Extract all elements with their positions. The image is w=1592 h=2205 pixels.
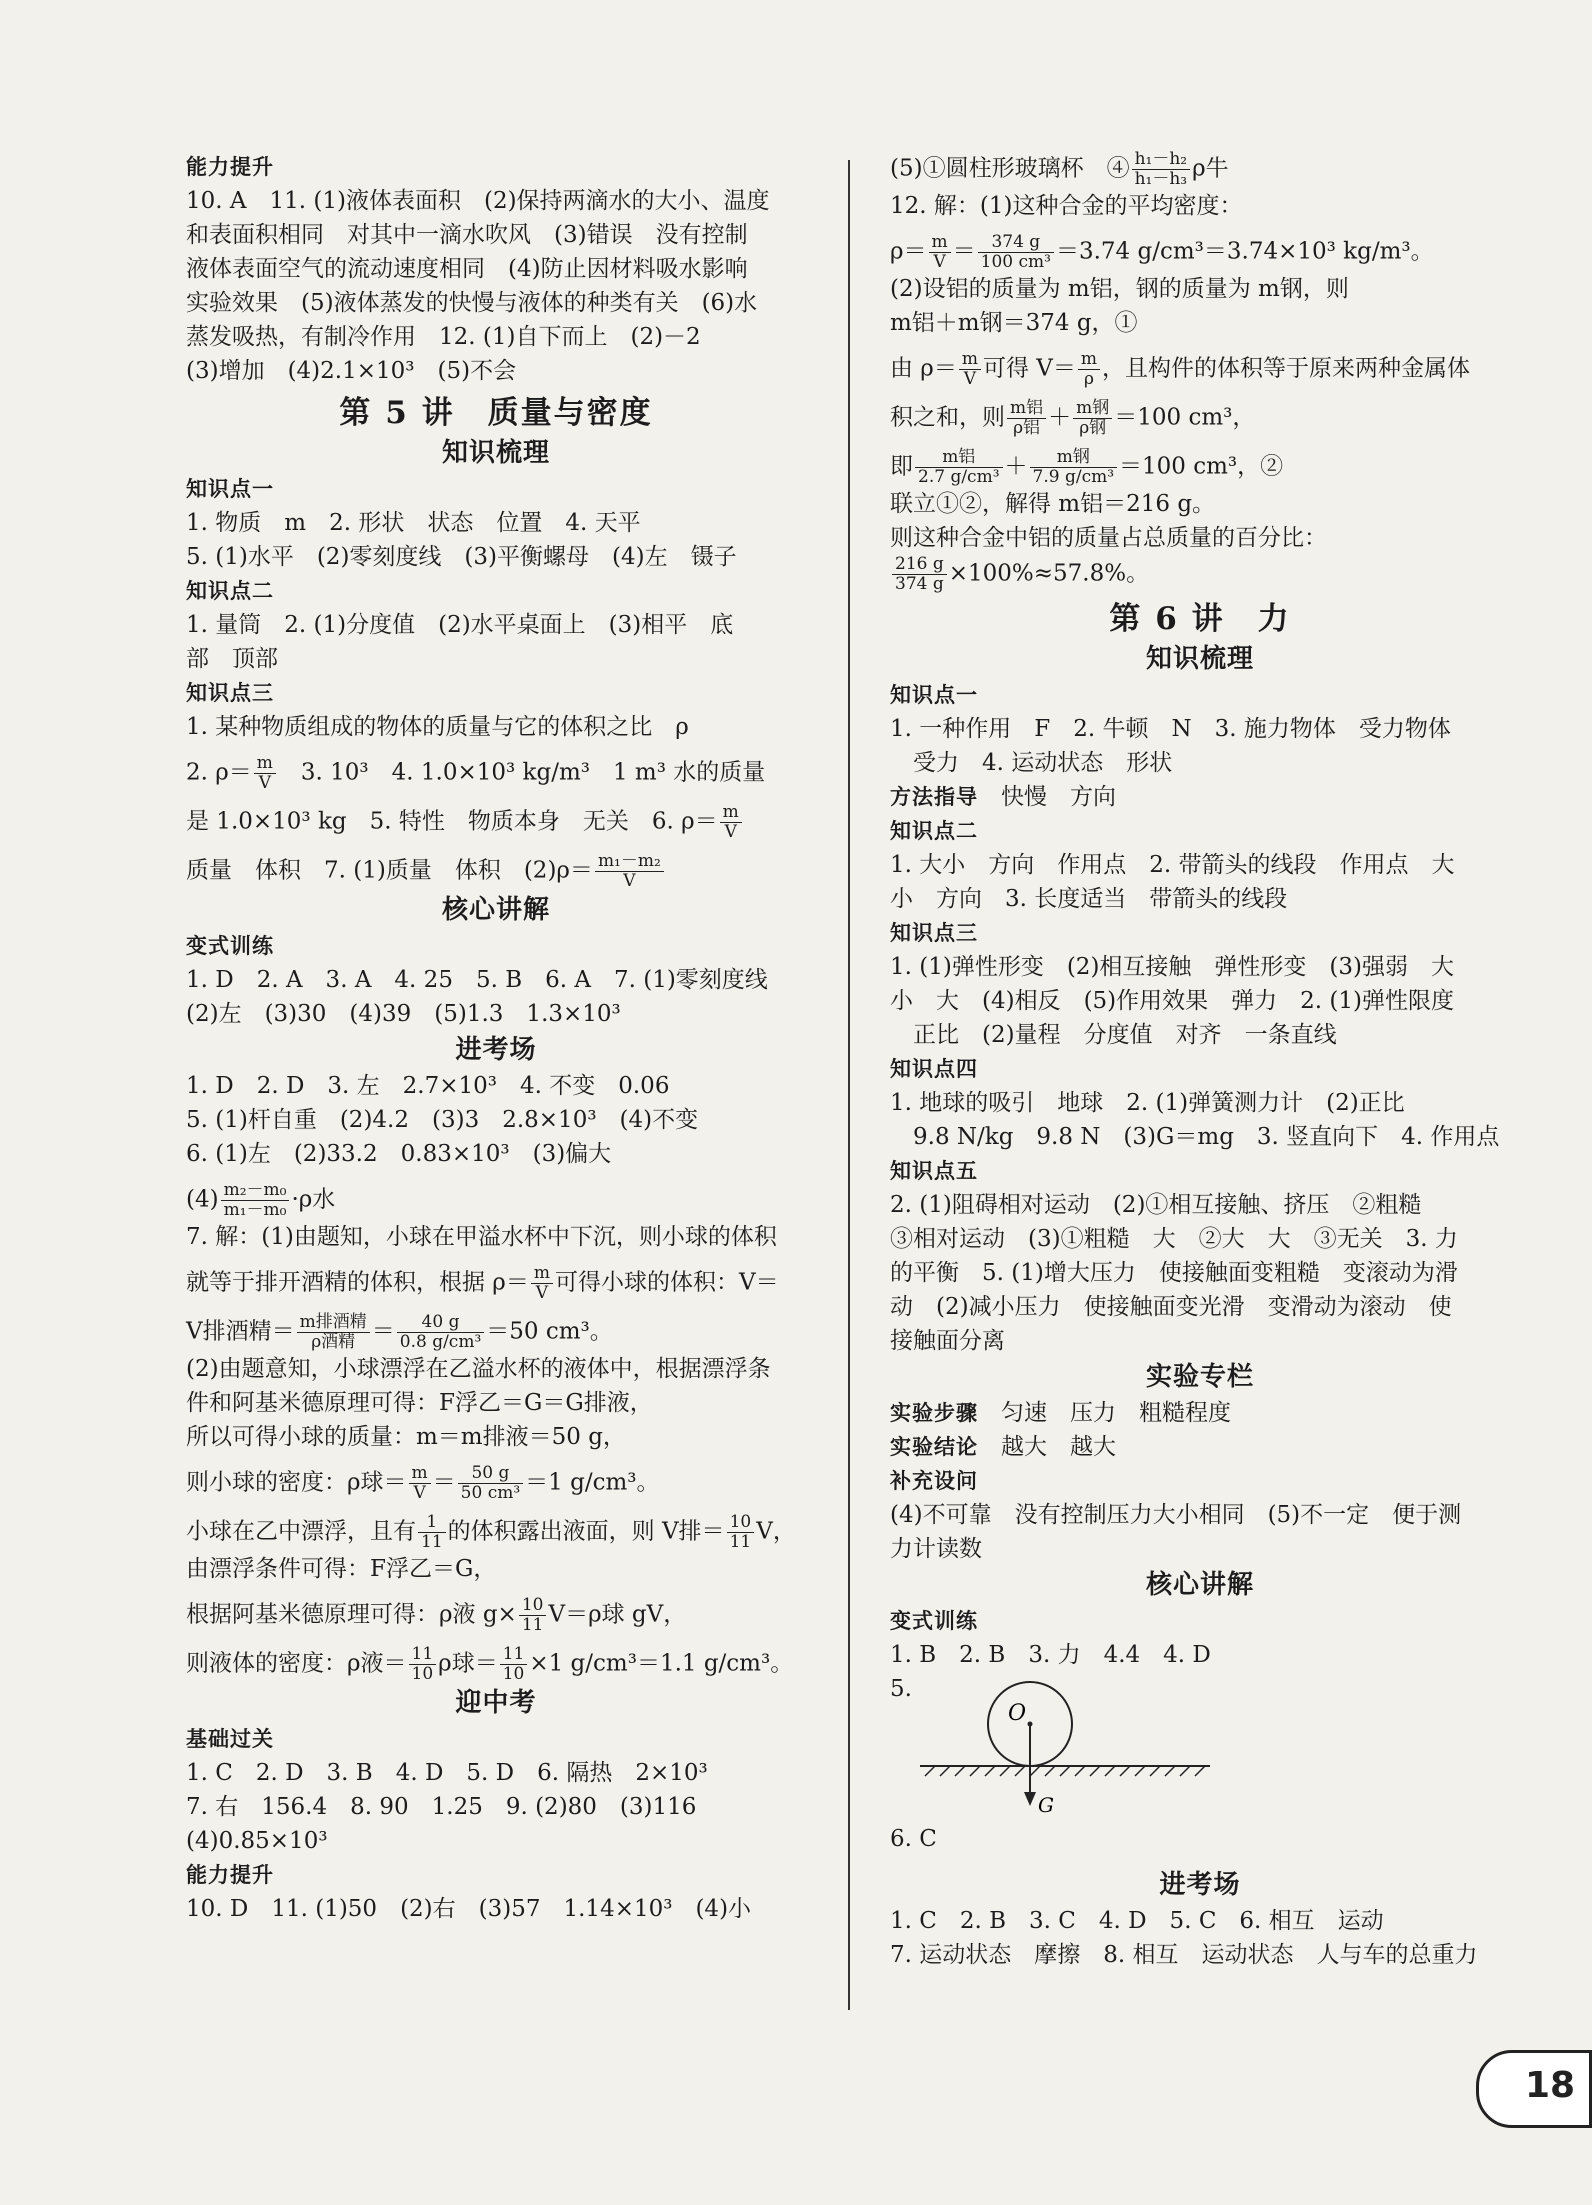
text-segment: (4) [186,1186,219,1213]
fraction [409,1464,431,1503]
answer-line: 7. 运动状态 摩擦 8. 相互 运动状态 人与车的总重力 [890,1942,1478,1968]
answer-line [890,1430,1510,1464]
answer-line: m铝＋m钢＝374 g，① [890,310,1138,336]
section-heading: 知识点五 [890,1159,978,1183]
answer-line: 6. (1)左 (2)33.2 0.83×10³ (3)偏大 [186,1141,612,1167]
numerator: m钢 [1030,448,1118,468]
answer-line: 的平衡 5. (1)增大压力 使接触面变粗糙 变滚动为滑 [890,1260,1458,1286]
answer-line [186,1264,806,1303]
answer-line: 1. C 2. D 3. B 4. D 5. D 6. 隔热 2×10³ [186,1760,708,1786]
numerator: m钢 [1073,399,1112,419]
answer-line [186,852,806,891]
ball-on-ground-diagram [920,1672,1340,1822]
text-segment: 是 1.0×10³ kg 5. 特性 物质本身 无关 6. ρ＝ [186,808,718,835]
answer-line [890,1396,1510,1430]
denominator: V [535,1283,549,1303]
denominator: 50 cm³ [460,1483,521,1503]
answer-line: 小 大 (4)相反 (5)作用效果 弹力 2. (1)弹性限度 [890,988,1454,1014]
text-segment: 即 [890,453,913,480]
answer-line: 力计读数 [890,1536,982,1562]
answer-line: 件和阿基米德原理可得：F浮乙＝G＝G排液， [186,1390,653,1416]
text-segment: (5)①圆柱形玻璃杯 ④ [890,155,1130,182]
answer-line: 部 顶部 [186,646,278,672]
section-heading: 知识点三 [890,921,978,945]
subsection-title: 进考场 [1159,1870,1241,1900]
text-segment: ＝100 cm³， [1114,404,1256,431]
numerator: 11 [409,1645,437,1665]
answer-line: 2. (1)阻碍相对运动 (2)①相互接触、挤压 ②粗糙 [890,1192,1422,1218]
left-column [186,150,806,1926]
denominator: V [413,1483,426,1503]
answer-line: 6. C [890,1826,937,1852]
fraction [1073,399,1112,438]
answer-line: 则这种合金中铝的质量占总质量的百分比： [890,525,1327,551]
text-segment: ＝1 g/cm³。 [525,1469,660,1496]
answer-line: (4)0.85×10³ [186,1828,328,1854]
text-segment: ρ牛 [1192,155,1229,182]
numerator: m [929,233,951,253]
denominator: 11 [729,1532,752,1552]
numerator: 10 [727,1513,755,1533]
fraction [297,1313,370,1352]
text-segment: ＋ [1004,453,1028,480]
answer-line: 7. 解：(1)由题知，小球在甲溢水杯中下沉，则小球的体积 [186,1224,777,1250]
text-segment: ×100%≈57.8%。 [948,560,1150,587]
answer-line: 1. D 2. A 3. A 4. 25 5. B 6. A 7. (1)零刻度线 [186,967,768,993]
denominator: m₁－m₀ [223,1200,287,1220]
answer-line [186,1513,806,1552]
answer-line: ③相对运动 (3)①粗糙 大 ②大 大 ③无关 3. 力 [890,1226,1458,1252]
fraction [531,1264,553,1303]
answer-line [890,399,1510,438]
gravity-label: G [1038,1793,1054,1817]
text-segment: ρ＝ [890,238,927,265]
numerator: m铝 [915,448,1003,468]
text-segment: V＝ρ球 gV， [548,1601,687,1628]
answer-line: 1. B 2. B 3. 力 4.4 4. D [890,1642,1211,1668]
numerator: m₂－m₀ [221,1181,290,1201]
fraction [595,852,664,891]
fraction [1030,448,1118,487]
answer-line: 则小球的密度：ρ球＝ $\frac{m}{V}$ ＝ $\frac{50 g}{\text{50 cm³}}$ ＝1 g/cm³。 [186,1463,660,1503]
answer-line [890,150,1510,189]
subsection-title: 知识梳理 [441,438,550,468]
answer-line: 蒸发吸热，有制冷作用 12. (1)自下而上 (2)－2 [186,324,701,350]
numerator: m [531,1264,553,1284]
text-segment: 质量 体积 7. (1)质量 体积 (2)ρ＝ [186,857,593,884]
text-segment: 则小球的密度：ρ球＝ [186,1469,407,1496]
denominator: 10 [502,1664,525,1684]
answer-line [186,803,806,842]
text-segment: ×1 g/cm³＝1.1 g/cm³。 [529,1650,794,1677]
denominator: V [963,369,977,389]
answer-line: 10. A 11. (1)液体表面积 (2)保持两滴水的大小、温度 [186,188,770,214]
denominator: V [623,871,636,891]
numerator: m [1078,350,1100,370]
answer-line: 联立①②，解得 m铝＝216 g。 [890,491,1216,517]
answer-line: 1. 大小 方向 作用点 2. 带箭头的线段 作用点 大 [890,852,1455,878]
answer-line: 正比 (2)量程 分度值 对齐 一条直线 [890,1022,1337,1048]
lecture-title: 第 6 讲 力 [1109,601,1291,637]
text-segment: ＝50 cm³。 [486,1318,613,1345]
column-divider [848,160,850,2010]
answer-line: (3)增加 (4)2.1×10³ (5)不会 [186,358,517,384]
section-heading: 知识点三 [186,681,274,705]
numerator: 216 g [892,555,947,575]
numerator: m [409,1464,431,1484]
section-heading: 变式训练 [890,1609,978,1633]
text-segment: ＝3.74 g/cm³＝3.74×10³ kg/m³。 [1055,238,1434,265]
text-segment: 匀速 压力 粗糙程度 [978,1400,1231,1426]
answer-line [186,1596,806,1635]
section-heading: 实验步骤 [890,1401,978,1425]
subsection-title: 实验专栏 [1145,1362,1254,1392]
page-number: 18 [1525,2065,1576,2106]
text-segment: ，且构件的体积等于原来两种金属体 [1102,355,1471,382]
numerator: m排酒精 [297,1313,370,1333]
fraction [418,1513,446,1552]
answer-line [186,1645,806,1684]
answer-line [890,350,1510,389]
denominator: ρ铝 [1013,418,1041,438]
section-heading: 变式训练 [186,934,274,958]
subsection-title: 迎中考 [455,1688,537,1718]
answer-line: 7. 右 156.4 8. 90 1.25 9. (2)80 (3)116 [186,1794,697,1820]
page-number-tab [1476,2050,1592,2128]
denominator: 11 [421,1532,443,1552]
answer-line: 接触面分离 [890,1328,1005,1354]
answer-line: 由漂浮条件可得：F浮乙＝G， [186,1556,497,1582]
denominator: 374 g [895,574,944,594]
fraction [221,1181,290,1220]
text-segment: 就等于排开酒精的体积，根据 ρ＝ [186,1269,529,1296]
answer-line: 1. 地球的吸引 地球 2. (1)弹簧测力计 (2)正比 [890,1090,1405,1116]
text-segment: 的体积露出液面，则 V排＝ [447,1518,725,1545]
denominator: ρ [1083,369,1094,389]
fraction [892,555,947,594]
lecture-title: 第 5 讲 质量与密度 [339,395,653,431]
question-number: 5. [890,1676,912,1702]
fraction [727,1513,755,1552]
numerator: 40 g [397,1313,485,1333]
subsection-title: 核心讲解 [1145,1570,1254,1600]
fraction [978,233,1054,272]
answer-line: 小 方向 3. 长度适当 带箭头的线段 [890,886,1288,912]
denominator: V [724,822,737,842]
numerator: m [959,350,981,370]
answer-line: 5. (1)水平 (2)零刻度线 (3)平衡螺母 (4)左 镊子 [186,544,737,570]
denominator: 0.8 g/cm³ [399,1332,482,1352]
answer-line: 实验效果 (5)液体蒸发的快慢与液体的种类有关 (6)水 [186,290,758,316]
subsection-title: 知识梳理 [1145,644,1254,674]
answer-line [186,1313,806,1352]
gravity-arrow-head [1024,1792,1036,1806]
text-segment: 由 ρ＝ [890,355,957,382]
fraction [720,803,742,842]
answer-line: 1. 量筒 2. (1)分度值 (2)水平桌面上 (3)相平 底 [186,612,734,638]
text-segment: 可得小球的体积：V＝ [554,1269,779,1296]
fraction [519,1596,547,1635]
answer-line: (2)左 (3)30 (4)39 (5)1.3 1.3×10³ [186,1001,621,1027]
numerator: m [254,754,276,774]
section-heading: 知识点一 [186,477,274,501]
numerator: m [720,803,742,823]
text-segment: ＝100 cm³，② [1119,453,1284,480]
denominator: 2.7 g/cm³ [918,467,1000,487]
answer-line: 1. 物质 m 2. 形状 状态 位置 4. 天平 [186,510,641,536]
answer-line: 液体表面空气的流动速度相同 (4)防止因材料吸水影响 [186,256,748,282]
section-heading: 能力提升 [186,1863,274,1887]
answer-line [890,555,1510,594]
answer-line: (2)由题意知，小球漂浮在乙溢水杯的液体中，根据漂浮条 [186,1356,771,1382]
force-diagram [890,1672,1510,1822]
answer-line [186,754,806,793]
fraction [254,754,276,793]
section-heading: 方法指导 [890,785,978,809]
denominator: 7.9 g/cm³ [1032,467,1115,487]
denominator: ρ钢 [1079,418,1107,438]
denominator: V [933,252,946,272]
answer-line: 12. 解：(1)这种合金的平均密度： [890,193,1243,219]
text-segment: 3. 10³ 4. 1.0×10³ kg/m³ 1 m³ 水的质量 [277,759,766,786]
answer-line: 1. 一种作用 F 2. 牛顿 N 3. 施力物体 受力物体 [890,716,1451,742]
text-segment: 小球在乙中漂浮，且有 [186,1518,416,1545]
fraction [409,1645,437,1684]
answer-line: 动 (2)减小压力 使接触面变光滑 变滑动为滚动 使 [890,1294,1452,1320]
denominator: ρ酒精 [311,1332,356,1352]
numerator: m铝 [1007,399,1046,419]
denominator: 10 [411,1664,434,1684]
fraction [458,1464,524,1503]
right-column [890,150,1510,1972]
answer-line: 1. C 2. B 3. C 4. D 5. C 6. 相互 运动 [890,1908,1384,1934]
section-heading: 实验结论 [890,1435,978,1459]
section-heading: 能力提升 [186,155,274,179]
fraction [500,1645,528,1684]
text-segment: 积之和，则 [890,404,1005,431]
answer-line: 5. (1)杆自重 (2)4.2 (3)3 2.8×10³ (4)不变 [186,1107,699,1133]
denominator: 11 [521,1615,544,1635]
text-segment: ρ球＝ [438,1650,498,1677]
answer-line [890,780,1510,814]
text-segment: 根据阿基米德原理可得：ρ液 g× [186,1601,517,1628]
text-segment: 越大 越大 [978,1434,1116,1460]
text-segment: ＝ [371,1318,395,1345]
answer-line: (2)设铝的质量为 m铝，钢的质量为 m钢，则 [890,276,1349,302]
answer-line [186,1181,806,1220]
text-segment: ·ρ水 [291,1186,336,1213]
section-heading: 基础过关 [186,1727,274,1751]
answer-line [890,448,1510,487]
ground-hatching [925,1766,1205,1776]
fraction [1078,350,1100,389]
numerator: h₁－h₂ [1132,150,1191,170]
answer-line [890,233,1510,272]
numerator: 11 [500,1645,528,1665]
denominator: V [258,773,271,793]
text-segment: V排酒精＝ [186,1318,295,1345]
fraction [1007,399,1046,438]
fraction [959,350,981,389]
center-label: O [1008,1701,1027,1726]
subsection-title: 进考场 [455,1035,537,1065]
fraction [1132,150,1191,189]
numerator: 50 g [458,1464,524,1484]
text-segment: 2. ρ＝ [186,759,252,786]
text-segment: 则液体的密度：ρ液＝ [186,1650,407,1677]
answer-line: 所以可得小球的质量：m＝m排液＝50 g， [186,1424,626,1450]
text-segment: 快慢 方向 [978,784,1116,810]
denominator: 100 cm³ [980,252,1051,272]
text-segment: ＝ [952,238,976,265]
fraction [929,233,951,272]
denominator: h₁－h₃ [1134,169,1188,189]
fraction [397,1313,485,1352]
numerator: m₁－m₂ [595,852,664,872]
answer-line: 9.8 N/kg 9.8 N (3)G＝mg 3. 竖直向下 4. 作用点 [890,1124,1500,1150]
answer-line: 受力 4. 运动状态 形状 [890,750,1173,776]
answer-line: 1. 某种物质组成的物体的质量与它的体积之比 ρ [186,714,689,740]
answer-line: 1. (1)弹性形变 (2)相互接触 弹性形变 (3)强弱 大 [890,954,1454,980]
answer-line: 10. D 11. (1)50 (2)右 (3)57 1.14×10³ (4)小 [186,1896,752,1922]
section-heading: 知识点一 [890,683,978,707]
answer-line: 和表面积相同 对其中一滴水吹风 (3)错误 没有控制 [186,222,748,248]
subsection-title: 核心讲解 [441,895,550,925]
numerator: 10 [519,1596,547,1616]
answer-line: 1. D 2. D 3. 左 2.7×10³ 4. 不变 0.06 [186,1073,670,1099]
text-segment: ＋ [1048,404,1072,431]
text-segment: 可得 V＝ [982,355,1076,382]
section-heading: 补充设问 [890,1469,978,1493]
section-heading: 知识点二 [890,819,978,843]
section-heading: 知识点二 [186,579,274,603]
text-segment: V， [756,1518,796,1545]
numerator: 1 [418,1513,446,1533]
fraction [915,448,1003,487]
section-heading: 知识点四 [890,1057,978,1081]
numerator: 374 g [978,233,1054,253]
answer-line: (4)不可靠 没有控制压力大小相同 (5)不一定 便于测 [890,1502,1462,1528]
